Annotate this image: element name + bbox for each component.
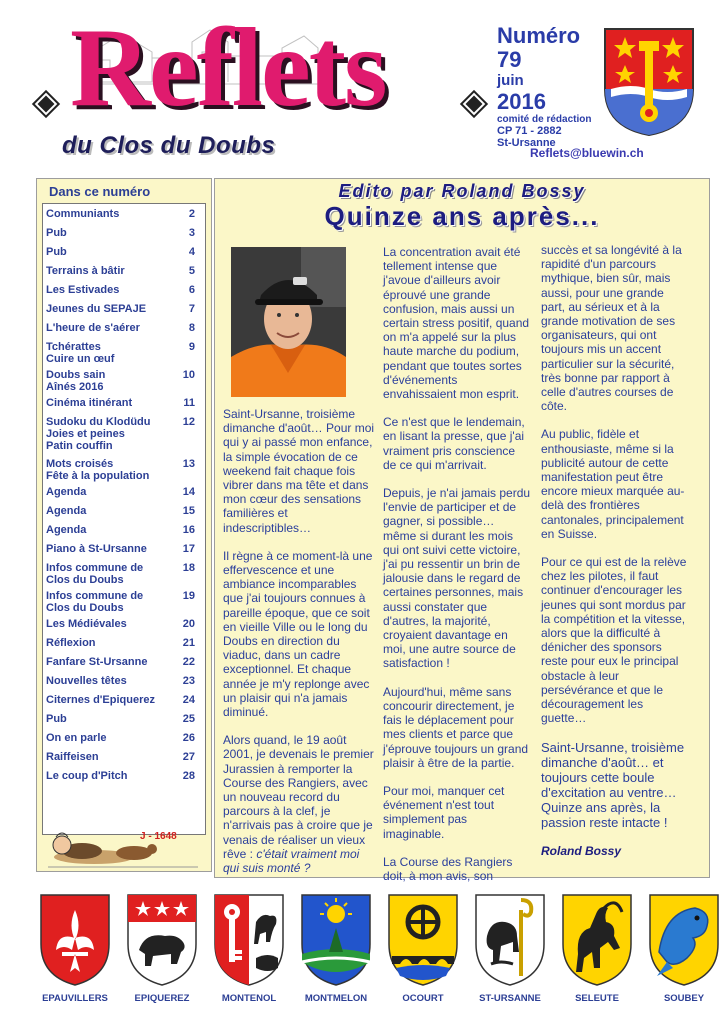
commune-name: MONTMELON [304,993,368,1004]
town: St-Ursanne [497,137,556,149]
toc-item-page: 22 [182,656,195,668]
toc-item-page: 25 [182,713,195,725]
paragraph: Saint-Ursanne, troisième dimanche d'août… Pour moi qui y ai passé mon enfance, la simple évocation de ce weekend fait chaque fois vibrer dans ma tête et dans mon cœur des sensations familières et indescriptibles… [223,407,375,535]
commune-crest [295,892,377,1020]
editorial-header: Edito par Roland Bossy [338,181,586,201]
toc-item-page: 19 [182,590,195,602]
toc-item-page: 15 [182,505,195,517]
toc-item-page: 3 [188,227,195,239]
toc-item-page: 14 [182,486,195,498]
toc-item-label: Agenda [46,486,87,498]
editorial-column-3 [541,243,691,858]
toc-item-page: 23 [182,675,195,687]
toc-item-label: Infos commune de Clos du Doubs [46,590,144,614]
toc-item-label: Agenda [46,505,87,517]
clos-du-doubs-crest-icon [603,27,695,137]
toc-item-label: Infos commune de Clos du Doubs [46,562,144,586]
commune-name: SELEUTE [575,993,619,1004]
signature: Roland Bossy [541,843,622,858]
issue-info [497,24,591,149]
commune-crest [121,892,203,1020]
commune-name: ST-URSANNE [479,993,541,1004]
toc-item-label: L'heure de s'aérer [46,322,140,334]
toc-item-page: 9 [188,341,195,353]
toc-item-page: 27 [182,751,195,763]
issue-number-label: Numéro [497,23,581,48]
editorial-column-1 [223,407,375,889]
closing-paragraph: Saint-Ursanne, troisième dimanche d'août… et toujours cette boule d'excitation au ventre… Quinze ans après, la passion reste intacte ! [541,739,685,830]
paragraph: Pour ce qui est de la relève chez les pilotes, il faut continuer d'encourager les jeunes qui sont mordus par la compétition et la vitesse, alors que la difficulté à dénicher des sponsors reste pour eux le principal obstacle à leur persévérance et que le découragement les guette… [541,555,687,726]
toc-item-label: Raiffeisen [46,751,99,763]
contact-email[interactable]: Reflets@bluewin.ch [530,146,644,160]
toc-item-page: 24 [182,694,195,706]
toc-item-page: 21 [182,637,195,649]
toc-item-page: 10 [182,369,195,381]
commune-name: SOUBEY [663,993,705,1004]
editorial-panel [214,178,710,883]
diamond-ornament-right [463,93,486,116]
commune-crest [382,892,464,1020]
table-of-contents-panel [36,178,212,872]
toc-item-page: 11 [183,397,195,409]
toc-item-label: Réflexion [46,637,96,649]
paragraph: La concentration avait été tellement intense que j'avoue d'ailleurs avoir éprouvé une grande confusion, mais aussi un certain stress positif, quand on m'a appelé sur la plus haute marche du podium, pendant que toutes sortes d'événements envahissaient mon esprit. [383,245,530,402]
paragraph: succès et sa longévité à la rapidité d'un parcours mythique, bien sûr, mais aussi, pour une grande part, au sérieux et à la grande motivation de ses organisateurs, qui ont toujours mis un accent particulier sur la sécurité, très bonne par rapport à celle d'autres courses de côte. [541,243,682,414]
masthead [0,0,724,168]
logo-title: Reflets [70,6,386,130]
editorial-column-2 [383,245,531,897]
toc-item-label: Piano à St-Ursanne [46,543,147,555]
toc-item-page: 18 [182,562,195,574]
diamond-ornament-left [35,93,58,116]
paragraph: Ce n'est que le lendemain, en lisant la presse, que j'ai vraiment pris conscience de ce qui m'arrivait. [383,415,525,472]
toc-item-label: Communiants [46,208,120,220]
toc-item-page: 6 [188,284,195,296]
countdown-label: J - 1648 [140,831,177,842]
toc-item-label: Pub [46,227,67,239]
commune-crest [643,892,724,1020]
toc-item-label: Tchérattes Cuire un œuf [46,341,115,365]
toc-item-page: 26 [182,732,195,744]
toc-item-page: 5 [188,265,195,277]
commune-crests-row [0,888,724,1024]
logo-subtitle: du Clos du Doubs [62,132,276,159]
postal-box: CP 71 - 2882 [497,125,562,137]
toc-item-label: Doubs sain Aînés 2016 [46,369,106,393]
toc-list [42,203,206,835]
toc-item-label: Agenda [46,524,87,536]
commune-name: MONTENOL [221,993,277,1004]
paragraph: La Course des Rangiers doit, à mon avis, son [383,854,513,883]
toc-item-page: 28 [182,770,195,782]
toc-item-label: Pub [46,246,67,258]
author-photo [231,247,346,397]
toc-item-page: 20 [182,618,195,630]
quote-text: c'était vraiment moi qui suis monté ? [223,846,360,876]
paragraph: Depuis, je n'ai jamais perdu l'envie de participer et de gagner, si possible… même si durant les mois qui ont suivi cette victoire, j'ai pu ressentir un brin de jalousie dans le regard de certaines personnes, mais aussi constater que d'autres, la majorité, croyaient davantage en moi, une autre source de satisfaction ! [383,486,531,671]
commune-crest [208,892,290,1020]
issue-month: juin [497,72,524,89]
toc-item-label: Les Estivades [46,284,120,296]
commune-crest [556,892,638,1020]
commune-name: EPIQUEREZ [134,993,190,1004]
paragraph: Il règne à ce moment-là une effervescence et une ambiance incomparables que j'ai toujours connues à pareille époque, que ce soit en vieille Ville ou le long du Doubs en direction du viaduc, dans un cadre exceptionnel. Et chaque année je m'y replonge avec un plaisir qui n'a jamais diminué. [223,548,373,720]
toc-item-label: Fanfare St-Ursanne [46,656,148,668]
toc-item-page: 17 [182,543,195,555]
toc-item-page: 7 [188,303,195,315]
toc-item-label: Sudoku du Klodüdu Joies et peines Patin couffin [46,416,151,452]
toc-item-page: 2 [188,208,195,220]
toc-item-label: Les Médiévales [46,618,127,630]
toc-item-page: 4 [188,246,195,258]
toc-item-page: 8 [188,322,195,334]
paragraph: Pour moi, manquer cet événement n'est tout simplement pas imaginable. [383,783,505,841]
toc-item-page: 16 [182,524,195,536]
editorial-title: Quinze ans après... [324,201,600,231]
commune-name: OCOURT [402,993,444,1004]
issue-year: 2016 [497,89,546,114]
paragraph: Aujourd'hui, même sans concourir directement, je fais le déplacement pour mes clients et parce que j'éprouve toujours un grand plaisir à être de la partie. [383,684,529,770]
toc-item-label: Terrains à bâtir [46,265,125,277]
monk-cartoon-icon [42,827,204,869]
toc-item-label: Pub [46,713,67,725]
toc-item-page: 13 [182,458,195,470]
toc-item-page: 12 [182,416,195,428]
commune-crest [469,892,551,1020]
commune-name: EPAUVILLERS [42,993,108,1004]
toc-item-label: Citernes d'Epiquerez [46,694,155,706]
toc-item-label: Nouvelles têtes [46,675,127,687]
toc-item-label: On en parle [46,732,107,744]
toc-title: Dans ce numéro [49,184,151,199]
paragraph-text: Alors quand, le 19 août 2001, je devenais le premier Jurassien à remporter la Course des Rangiers, avec un nouveau record du parcours à la clef, je n'arrivais pas à croire que je venais de réaliser un vieux rêve : [223,733,374,861]
toc-item-label: Jeunes du SEPAJE [46,303,147,315]
committee-label: comité de rédaction [497,114,592,125]
toc-item-label: Mots croisés Fête à la population [46,458,150,482]
issue-number: 79 [497,47,522,72]
toc-item-label: Cinéma itinérant [46,397,133,409]
toc-item-label: Le coup d'Pitch [46,770,128,782]
paragraph [223,733,375,875]
paragraph: Au public, fidèle et enthousiaste, même si la publicité autour de cette manifestation peut être encore mieux marquée au-delà des frontières cantonales, principalement en Suisse. [541,427,685,541]
commune-crest [34,892,116,1020]
